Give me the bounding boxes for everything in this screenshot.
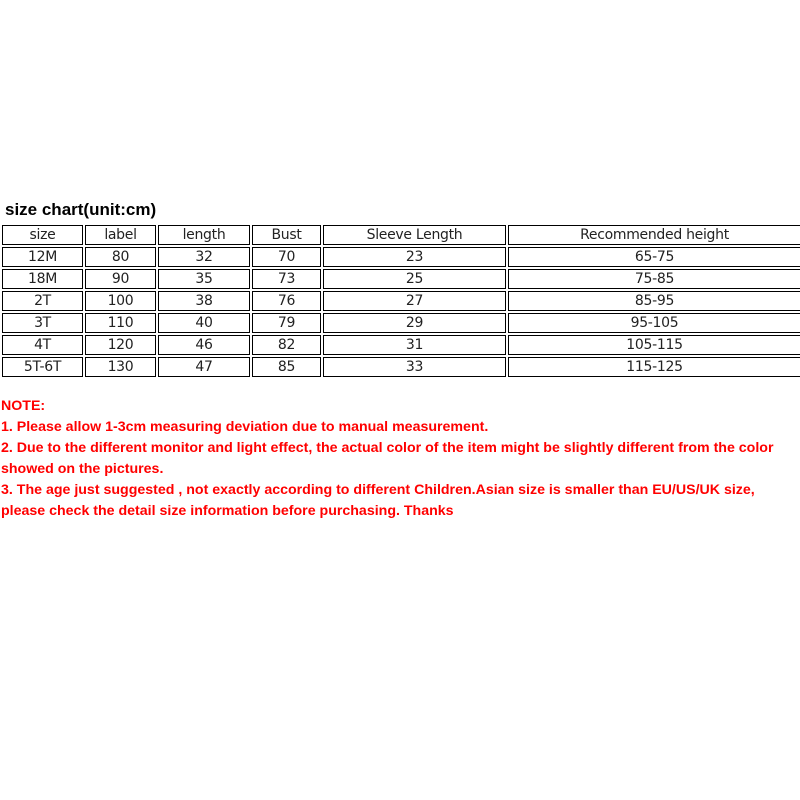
cell-size: 4T xyxy=(2,335,83,355)
header-sleeve-length: Sleeve Length xyxy=(323,225,506,245)
cell-length: 32 xyxy=(158,247,250,267)
table-row xyxy=(2,335,800,355)
table-header-row xyxy=(2,225,800,245)
header-label: label xyxy=(85,225,156,245)
cell-bust: 70 xyxy=(252,247,321,267)
header-bust: Bust xyxy=(252,225,321,245)
table-row xyxy=(2,291,800,311)
size-chart-table xyxy=(0,223,800,379)
cell-length: 46 xyxy=(158,335,250,355)
cell-size: 12M xyxy=(2,247,83,267)
cell-length: 47 xyxy=(158,357,250,377)
cell-sleeve-length: 27 xyxy=(323,291,506,311)
cell-size: 18M xyxy=(2,269,83,289)
cell-bust: 76 xyxy=(252,291,321,311)
cell-recommended-height: 65-75 xyxy=(508,247,800,267)
cell-sleeve-length: 25 xyxy=(323,269,506,289)
cell-label: 80 xyxy=(85,247,156,267)
table-row xyxy=(2,247,800,267)
cell-size: 5T-6T xyxy=(2,357,83,377)
cell-recommended-height: 115-125 xyxy=(508,357,800,377)
cell-length: 35 xyxy=(158,269,250,289)
cell-recommended-height: 105-115 xyxy=(508,335,800,355)
cell-recommended-height: 85-95 xyxy=(508,291,800,311)
cell-label: 120 xyxy=(85,335,156,355)
table-row xyxy=(2,269,800,289)
cell-sleeve-length: 33 xyxy=(323,357,506,377)
cell-length: 40 xyxy=(158,313,250,333)
header-length: length xyxy=(158,225,250,245)
cell-bust: 85 xyxy=(252,357,321,377)
cell-label: 110 xyxy=(85,313,156,333)
header-size: size xyxy=(2,225,83,245)
cell-bust: 73 xyxy=(252,269,321,289)
note-item: 1. Please allow 1-3cm measuring deviation due to manual measurement. xyxy=(1,419,489,435)
size-chart-title: size chart(unit:cm) xyxy=(5,200,157,219)
cell-label: 90 xyxy=(85,269,156,289)
notes-heading: NOTE: xyxy=(1,398,46,414)
table-row xyxy=(2,357,800,377)
note-item: 2. Due to the different monitor and light effect, the actual color of the item might be slightly different from the color showed on the pictures. xyxy=(1,440,774,477)
cell-sleeve-length: 29 xyxy=(323,313,506,333)
table-row xyxy=(2,313,800,333)
notes-section xyxy=(1,396,797,522)
cell-size: 2T xyxy=(2,291,83,311)
cell-size: 3T xyxy=(2,313,83,333)
cell-label: 130 xyxy=(85,357,156,377)
cell-label: 100 xyxy=(85,291,156,311)
cell-bust: 79 xyxy=(252,313,321,333)
cell-sleeve-length: 31 xyxy=(323,335,506,355)
cell-sleeve-length: 23 xyxy=(323,247,506,267)
header-recommended-height: Recommended height xyxy=(508,225,800,245)
cell-recommended-height: 75-85 xyxy=(508,269,800,289)
cell-length: 38 xyxy=(158,291,250,311)
cell-bust: 82 xyxy=(252,335,321,355)
cell-recommended-height: 95-105 xyxy=(508,313,800,333)
note-item: 3. The age just suggested , not exactly according to different Children.Asian size is smaller than EU/US/UK size, please check the detail size information before purchasing. Thanks xyxy=(1,482,755,519)
